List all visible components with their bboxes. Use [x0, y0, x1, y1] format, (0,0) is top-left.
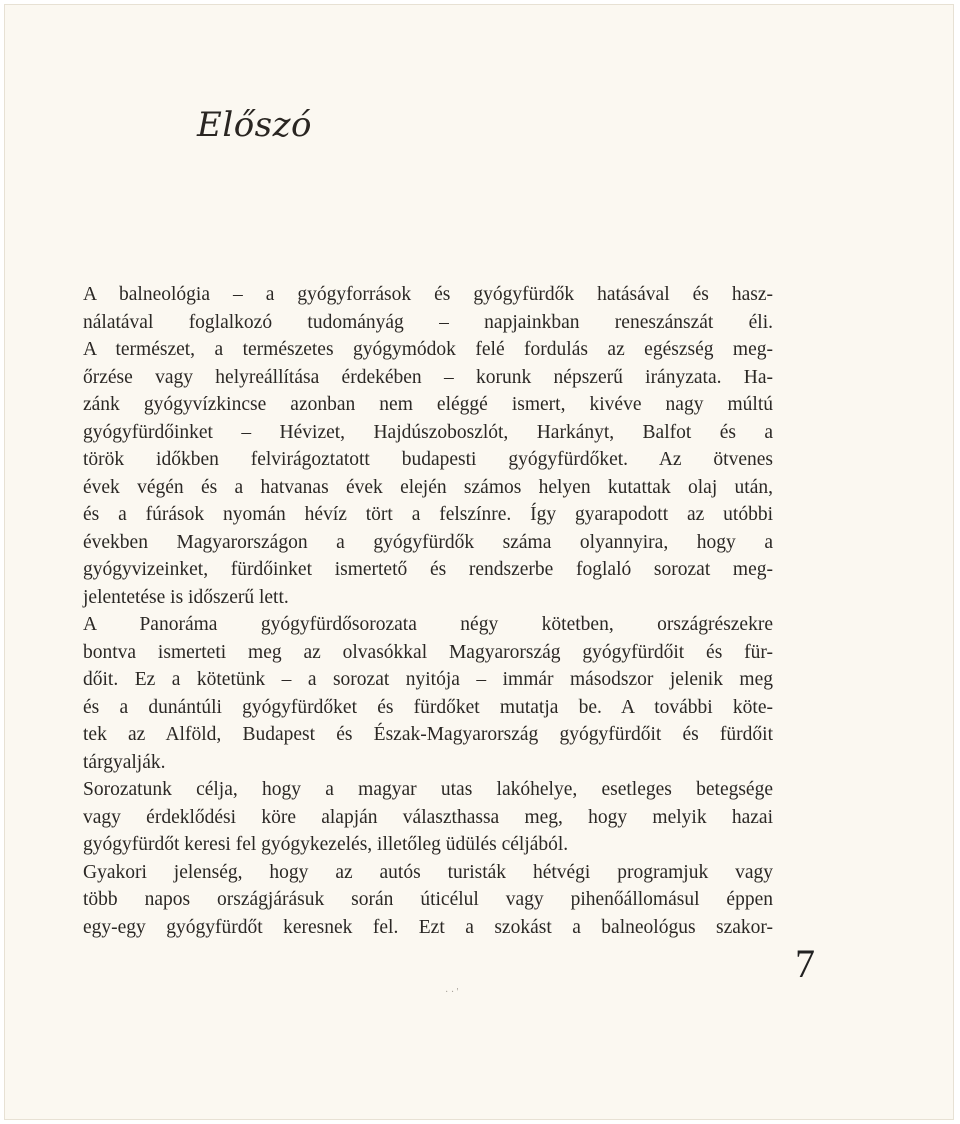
page-title: Előszó [197, 105, 312, 145]
text-line: A balneológia – a gyógyforrások és gyógyfürdők hatásával és hasz- [83, 284, 773, 305]
text-line: tárgyalják. [83, 751, 166, 773]
text-line: több napos országjárásuk során úticélul vagy pihenőállomásul éppen [83, 889, 773, 910]
paragraph-3 [83, 776, 773, 859]
paragraph-4 [83, 859, 773, 942]
text-line: és a dunántúli gyógyfürdőket és fürdőket mutatja be. A további köte- [83, 696, 773, 718]
text-line: A természet, a természetes gyógymódok felé fordulás az egészség meg- [83, 339, 773, 360]
text-line: A Panoráma gyógyfürdősorozata négy kötetben, országrészekre [83, 614, 773, 635]
text-line: nálatával foglalkozó tudományág – napjainkban reneszánszát éli. [83, 311, 773, 333]
text-line: török időkben felvirágoztatott budapesti gyógyfürdőket. Az ötvenes [83, 449, 773, 470]
text-line: őrzése vagy helyreállítása érdekében – korunk népszerű irányzata. Ha- [83, 366, 773, 388]
text-line: vagy érdeklődési köre alapján választhassa meg, hogy melyik hazai [83, 806, 773, 828]
text-line: gyógyvizeinket, fürdőinket ismertető és rendszerbe foglaló sorozat meg- [83, 559, 773, 580]
book-page [4, 4, 954, 1120]
text-line: Sorozatunk célja, hogy a magyar utas lakóhelye, esetleges betegsége [83, 779, 773, 800]
text-line: Gyakori jelenség, hogy az autós turisták hétvégi programjuk vagy [83, 861, 773, 883]
print-speck-decoration: · · ' [445, 987, 459, 998]
text-line: egy-egy gyógyfürdőt keresnek fel. Ezt a szokást a balneológus szakor- [83, 916, 773, 938]
text-line: tek az Alföld, Budapest és Észak-Magyarország gyógyfürdőit és fürdőit [83, 724, 773, 745]
text-line: dőit. Ez a kötetünk – a sorozat nyitója – immár másodszor jelenik meg [83, 669, 773, 690]
page-number: 7 [795, 941, 815, 986]
text-line: bontva ismerteti meg az olvasókkal Magyarország gyógyfürdőit és für- [83, 641, 773, 663]
text-line: és a fúrások nyomán hévíz tört a felszínre. Így gyarapodott az utóbbi [83, 504, 773, 525]
text-line: zánk gyógyvízkincse azonban nem eléggé ismert, kivéve nagy múltú [83, 394, 773, 415]
text-line: gyógyfürdőt keresi fel gyógykezelés, illetőleg üdülés céljából. [83, 834, 569, 855]
preface-text [83, 281, 773, 941]
text-line: gyógyfürdőinket – Hévizet, Hajdúszoboszlót, Harkányt, Balfot és a [83, 421, 773, 443]
paragraph-1 [83, 281, 773, 611]
text-line: jelentetése is időszerű lett. [83, 586, 289, 608]
paragraph-2 [83, 611, 773, 776]
text-line: években Magyarországon a gyógyfürdők száma olyannyira, hogy a [83, 531, 773, 553]
text-line: évek végén és a hatvanas évek elején számos helyen kutattak olaj után, [83, 476, 773, 498]
